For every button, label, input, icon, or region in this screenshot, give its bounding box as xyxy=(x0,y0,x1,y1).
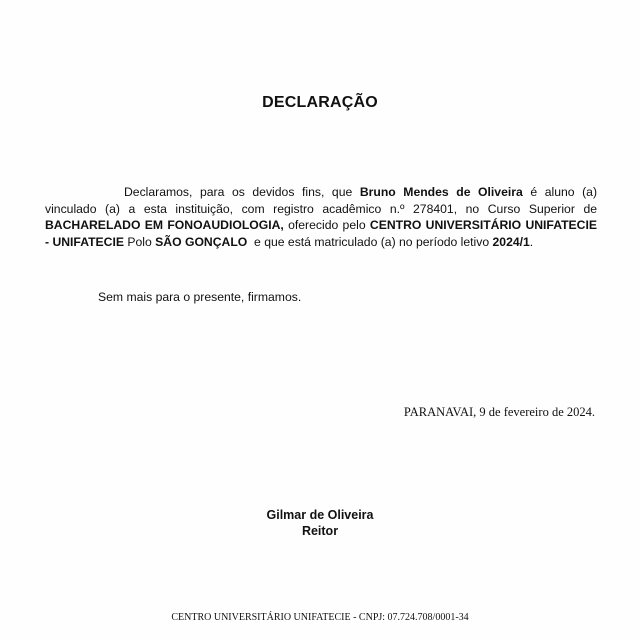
footer-institution-info: CENTRO UNIVERSITÁRIO UNIFATECIE - CNPJ: 07.724.708/0001-34 xyxy=(171,612,469,623)
signatory-role: Reitor xyxy=(301,524,339,538)
closing-text: Sem mais para o presente, firmamos. xyxy=(98,290,302,304)
declaration-paragraph xyxy=(45,184,597,251)
institution-name: CENTRO UNIVERSITÁRIO UNIFATECIE - UNIFATECIE xyxy=(45,218,597,250)
place-and-date: PARANAVAI, 9 de fevereiro de 2024. xyxy=(403,405,595,419)
signature-block xyxy=(0,507,640,539)
body-text-5: e que está matriculado (a) no período letivo xyxy=(247,235,493,250)
campus-name: SÃO GONÇALO xyxy=(155,235,248,250)
student-name: Bruno Mendes de Oliveira xyxy=(359,185,523,199)
course-name: BACHARELADO EM FONOAUDIOLOGIA, xyxy=(45,218,284,233)
signatory-name: Gilmar de Oliveira xyxy=(266,508,374,522)
body-text-4: Polo xyxy=(124,235,156,250)
body-text-2: é aluno (a) vinculado (a) a esta instituição, com registro acadêmico n.º 278401, no Curso Superior de xyxy=(45,185,598,216)
body-text-1: Declaramos, para os devidos fins, que xyxy=(124,185,360,199)
body-text-6: . xyxy=(529,235,534,250)
document-title: DECLARAÇÃO xyxy=(262,94,378,111)
academic-period: 2024/1 xyxy=(492,235,530,250)
body-text-3: oferecido pelo xyxy=(283,218,370,233)
